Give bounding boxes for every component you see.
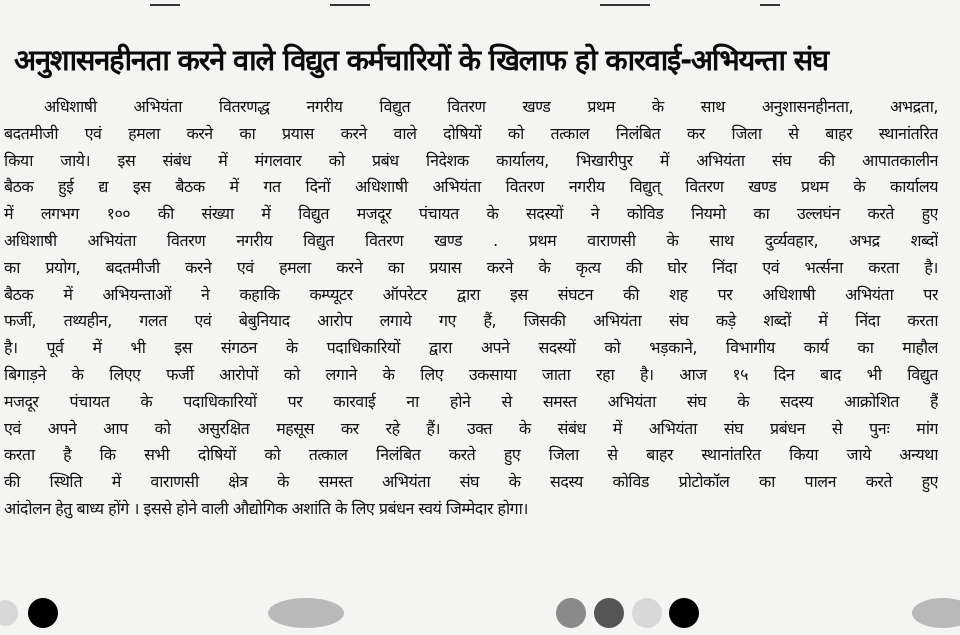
article-body bbox=[4, 94, 938, 582]
article-line: आंदोलन हेतु बाध्य होंगे । इससे होने वाली औद्योगिक अशांति के लिए प्रबंधन स्वयं जिम्मेदार होगा। bbox=[4, 498, 528, 518]
light-gray-registration-circle bbox=[632, 598, 662, 628]
article-line: बिगाड़ने के लिएए फर्जी आरोपों को लगाने के लिए उकसाया जाता रहा है। आज १५ दिन बाद भी विद्युत bbox=[4, 364, 938, 384]
article-line: है। पूर्व में भी इस संगठन के पदाधिकारियों द्वारा अपने सदस्यों को भड़काने, विभागीय कार्य का माहौल bbox=[4, 338, 938, 358]
gray-oval-mark bbox=[912, 598, 960, 628]
gray-oval-mark bbox=[268, 598, 344, 628]
article-line: बैठक हुई द्य इस बैठक में गत दिनों अधिशाषी अभियंता वितरण नगरीय विद्युत् वितरण खण्ड प्रथम के कार्यालय bbox=[4, 177, 938, 197]
article-line: अधिशाषी अभियंता वितरण नगरीय विद्युत वितरण खण्ड . प्रथम वाराणसी के साथ दुर्व्यवहार, अभद्र शब्दों bbox=[4, 230, 938, 250]
article-line: किया जाये। इस संबंध में मंगलवार को प्रबंध निदेशक कार्यालय, भिखारीपुर में अभियंता संघ की आपातकालीन bbox=[4, 150, 938, 170]
black-registration-circle bbox=[28, 598, 58, 628]
article-line: अधिशाषी अभियंता वितरणद्ध नगरीय विद्युत वितरण खण्ड प्रथम के साथ अनुशासनहीनता, अभद्रता, bbox=[44, 97, 938, 116]
article-line: बदतमीजी एवं हमला करने का प्रयास करने वाले दोषियों को तत्काल निलंबित कर जिला से बाहर स्थानांतरित bbox=[4, 123, 938, 143]
article-line: की स्थिति में वाराणसी क्षेत्र के समस्त अभियंता संघ के सदस्य कोविड प्रोटोकॉल का पालन करते हुए bbox=[4, 472, 938, 492]
gray-registration-circle bbox=[0, 600, 18, 626]
article-line: फर्जी, तथ्यहीन, गलत एवं बेबुनियाद आरोप लगाये गए हैं, जिसकी अभियंता संघ कड़े शब्दों में निंदा करता bbox=[4, 311, 938, 331]
article-headline: अनुशासनहीनता करने वाले विद्युत कर्मचारियों के खिलाफ हो कारवाई-अभियन्ता संघ bbox=[14, 43, 828, 77]
darker-gray-registration-circle bbox=[594, 598, 624, 628]
article-line: मजदूर पंचायत के पदाधिकारियों पर कारवाई ना होने से समस्त अभियंता संघ के सदस्य आक्रोशित हैं bbox=[4, 391, 938, 411]
article-line: में लगभग १०० की संख्या में विद्युत मजदूर पंचायत के सदस्यों ने कोविड नियमो का उल्लघंन करते हुए bbox=[4, 204, 938, 224]
article-line: करता है कि सभी दोषियों को तत्काल निलंबित करते हुए जिला से बाहर स्थानांतरित किया जाये अन्यथा bbox=[4, 445, 938, 465]
black-registration-circle bbox=[669, 598, 699, 628]
previous-article-fragment bbox=[0, 0, 960, 10]
article-line: एवं अपने आप को असुरक्षित महसूस कर रहे हैं। उक्त के संबंध में अभियंता संघ प्रबंधन से पुनः मांग bbox=[4, 418, 938, 438]
article-line: बैठक में अभियन्ताओं ने कहाकि कम्प्यूटर ऑपरेटर द्वारा इस संघटन की शह पर अधिशाषी अभियंता पर bbox=[4, 284, 938, 304]
dark-gray-registration-circle bbox=[556, 598, 586, 628]
print-registration-marks bbox=[0, 592, 960, 635]
article-line: का प्रयोग, बदतमीजी करने एवं हमला करने का प्रयास करने के कृत्य की घोर निंदा एवं भर्त्सना करता है। bbox=[4, 257, 938, 277]
